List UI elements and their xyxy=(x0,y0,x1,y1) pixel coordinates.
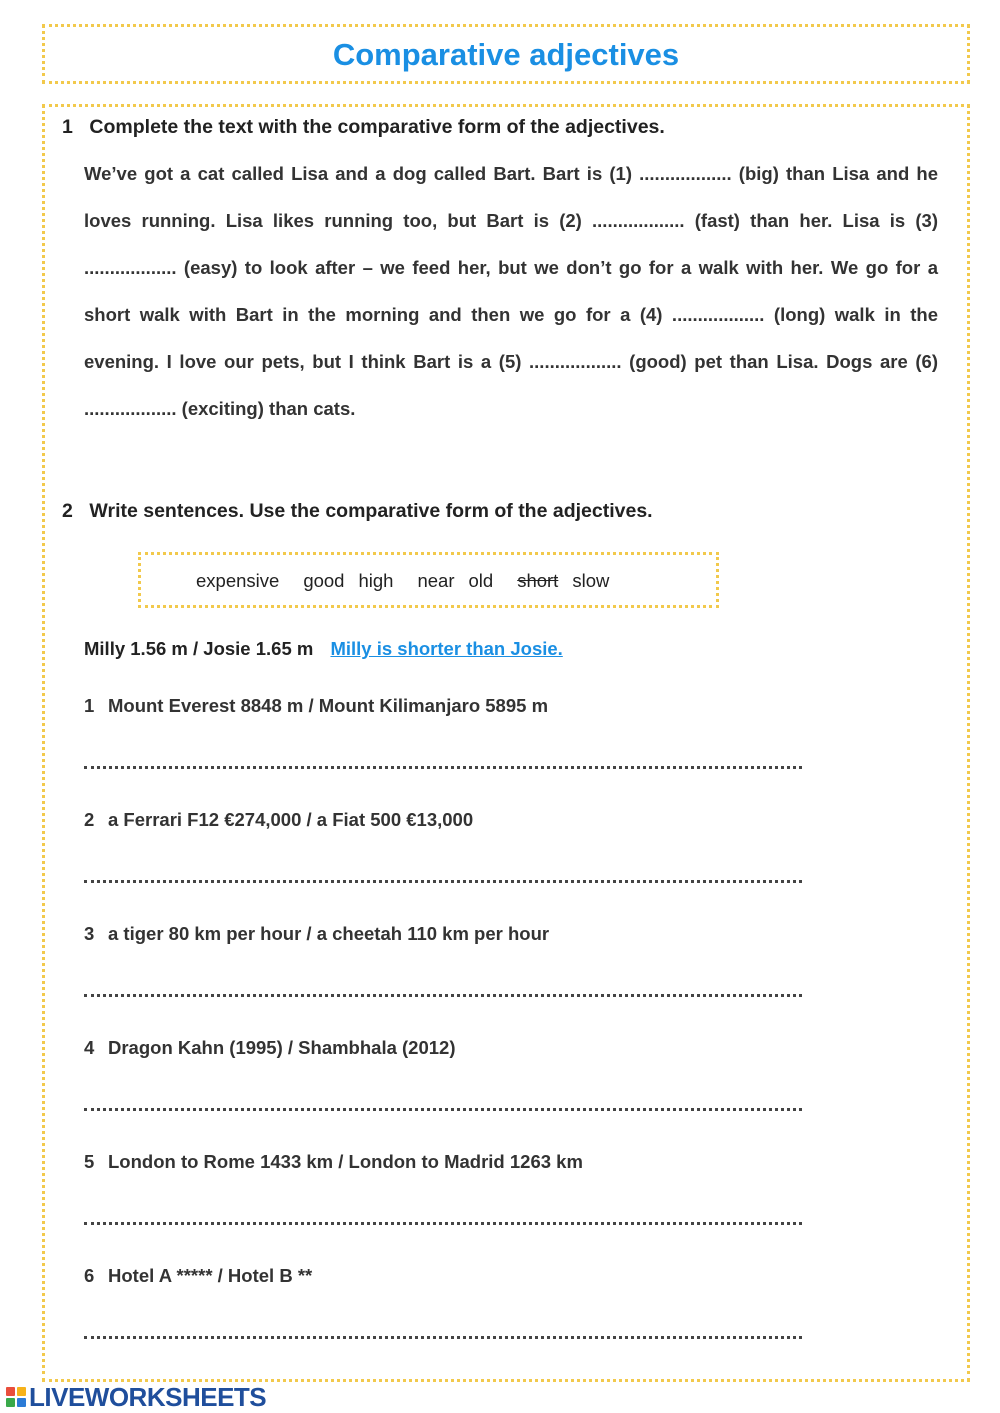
q2-item-5 xyxy=(84,1151,583,1173)
word-high: high xyxy=(358,570,394,591)
item-prompt: Mount Everest 8848 m / Mount Kilimanjaro 5895 m xyxy=(108,695,549,716)
example-answer: Milly is shorter than Josie. xyxy=(330,638,563,659)
item-prompt: a tiger 80 km per hour / a cheetah 110 km per hour xyxy=(108,923,550,944)
item-number: 1 xyxy=(84,695,95,716)
item-number: 4 xyxy=(84,1037,95,1058)
word-expensive: expensive xyxy=(196,570,280,591)
item-number: 6 xyxy=(84,1265,95,1286)
q2-item-2 xyxy=(84,809,473,831)
q1-heading xyxy=(62,116,665,139)
q1-number: 1 xyxy=(62,116,73,138)
q1-instruction: Complete the text with the comparative form of the adjectives. xyxy=(89,116,665,138)
item-prompt: Hotel A ***** / Hotel B ** xyxy=(108,1265,313,1286)
q2-heading xyxy=(62,500,653,523)
word-good: good xyxy=(303,570,345,591)
logo-blocks-icon xyxy=(6,1387,26,1407)
page-title: Comparative adjectives xyxy=(332,37,680,72)
answer-field-6[interactable] xyxy=(84,1336,802,1339)
q2-instruction: Write sentences. Use the comparative form of the adjectives. xyxy=(89,500,653,522)
word-short-used: short xyxy=(517,570,559,591)
example-prompt: Milly 1.56 m / Josie 1.65 m xyxy=(84,638,314,659)
example-row xyxy=(84,638,563,660)
answer-field-5[interactable] xyxy=(84,1222,802,1225)
q2-item-4 xyxy=(84,1037,456,1059)
item-number: 2 xyxy=(84,809,95,830)
item-prompt: Dragon Kahn (1995) / Shambhala (2012) xyxy=(108,1037,456,1058)
answer-field-1[interactable] xyxy=(84,766,802,769)
word-near: near xyxy=(417,570,455,591)
q2-number: 2 xyxy=(62,500,73,522)
answer-field-2[interactable] xyxy=(84,880,802,883)
word-old: old xyxy=(468,570,494,591)
item-prompt: a Ferrari F12 €274,000 / a Fiat 500 €13,000 xyxy=(108,809,474,830)
q2-item-1 xyxy=(84,695,548,717)
word-slow: slow xyxy=(572,570,610,591)
logo-text: LIVEWORKSHEETS xyxy=(29,1382,267,1412)
q1-gap-fill-text: We’ve got a cat called Lisa and a dog called Bart. Bart is (1) .................. (big) than Lisa and he loves running. Lisa likes running too, but Bart is (2) .................. (fast) than her. Lisa is (3) .................. (easy) to look after – we feed her, but we don’t go for a walk with her. We go for a short walk with Bart in the morning and then we go for a (4) .................. (long) walk in the evening. I love our pets, but I think Bart is a (5) .................. (good) pet than Lisa. Dogs are (6) .................. (exciting) than cats. xyxy=(84,163,938,419)
q2-item-3 xyxy=(84,923,549,945)
answer-field-4[interactable] xyxy=(84,1108,802,1111)
title-box xyxy=(42,24,970,84)
answer-field-3[interactable] xyxy=(84,994,802,997)
liveworksheets-logo[interactable] xyxy=(6,1384,266,1410)
item-prompt: London to Rome 1433 km / London to Madrid 1263 km xyxy=(108,1151,583,1172)
word-bank xyxy=(196,570,623,592)
item-number: 5 xyxy=(84,1151,95,1172)
q2-item-6 xyxy=(84,1265,312,1287)
item-number: 3 xyxy=(84,923,95,944)
